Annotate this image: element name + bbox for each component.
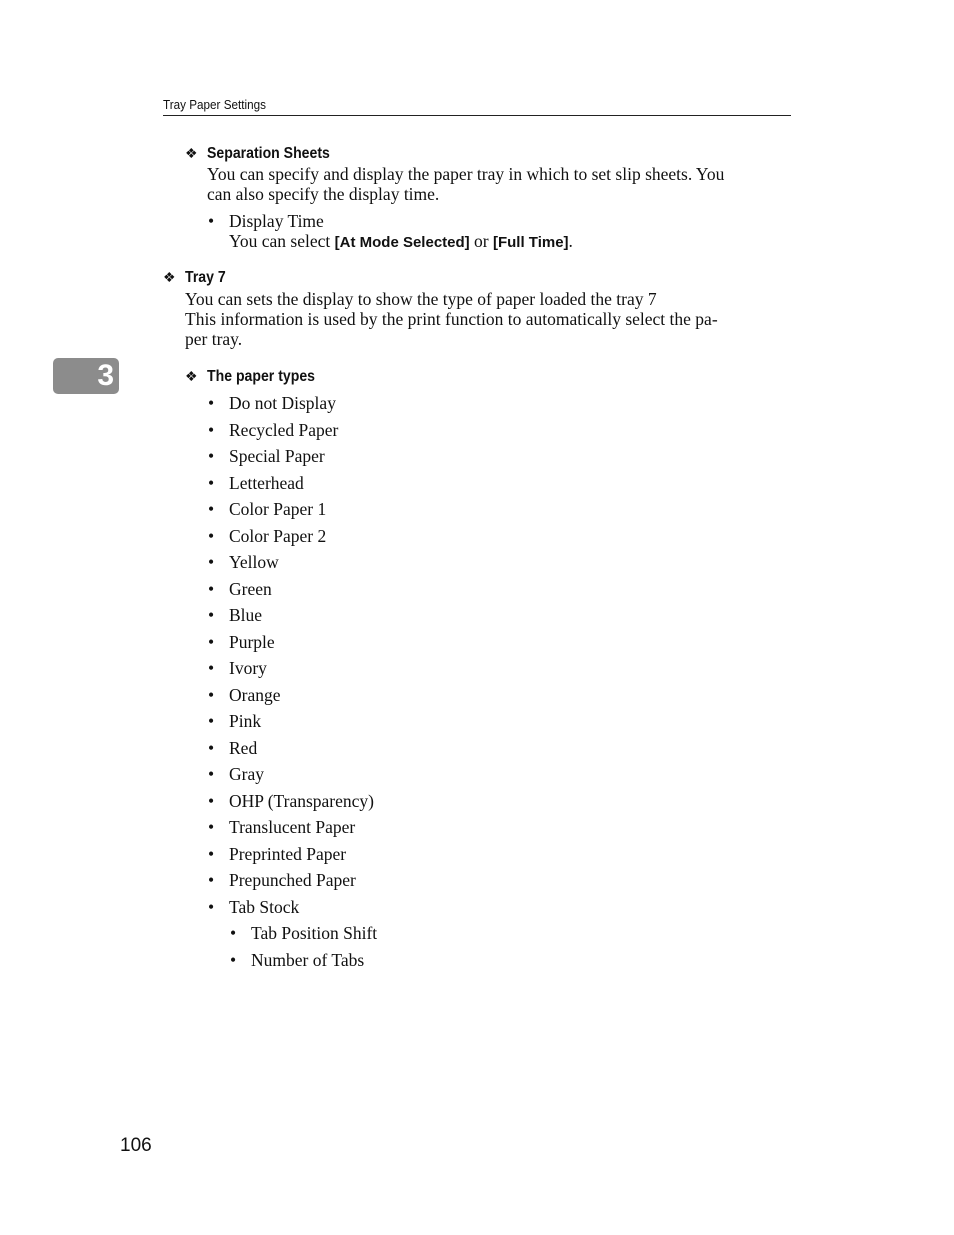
list-item xyxy=(208,658,267,678)
bullet-dot-icon: • xyxy=(208,843,215,864)
tab-stock-option-label: Number of Tabs xyxy=(251,949,365,970)
paper-type-label: OHP (Transparency) xyxy=(229,790,374,811)
separation-sheets-heading xyxy=(185,143,347,164)
bullet-dot-icon: • xyxy=(208,790,215,811)
tray7-text-line-1: You can sets the display to show the type of paper loaded the tray 7 xyxy=(185,289,657,309)
chapter-tab: 3 xyxy=(53,358,119,394)
bullet-dot-icon: • xyxy=(208,684,215,705)
separation-sheets-title: Separation Sheets xyxy=(207,145,330,162)
list-item xyxy=(208,446,325,466)
bullet-dot-icon: • xyxy=(208,499,215,519)
list-item xyxy=(208,419,339,440)
list-item xyxy=(208,817,356,837)
display-time-prefix: You can select xyxy=(229,231,335,251)
list-item xyxy=(208,737,258,758)
page-number: 106 xyxy=(120,1135,152,1156)
running-header-title: Tray Paper Settings xyxy=(163,97,266,112)
bullet-dot-icon: • xyxy=(208,605,215,625)
tab-stock-option-label: Tab Position Shift xyxy=(251,923,378,943)
display-time-period: . xyxy=(568,231,573,251)
paper-type-label: Translucent Paper xyxy=(229,817,356,837)
paper-type-label: Gray xyxy=(229,764,264,784)
paper-type-label: Prepunched Paper xyxy=(229,870,356,890)
list-item xyxy=(208,790,374,811)
tray7-heading xyxy=(163,267,231,288)
list-item xyxy=(208,711,262,731)
paper-type-label: Orange xyxy=(229,684,281,705)
paper-type-label: Do not Display xyxy=(229,393,336,413)
paper-type-label: Blue xyxy=(229,605,263,625)
sub-list-item xyxy=(230,949,365,970)
list-item xyxy=(208,764,264,784)
list-item xyxy=(208,870,356,890)
bullet-dot-icon: • xyxy=(230,923,237,943)
bullet-dot-icon: • xyxy=(208,419,215,440)
list-item xyxy=(208,393,336,413)
bullet-dot-icon: • xyxy=(208,211,215,231)
full-time-key: [Full Time] xyxy=(492,234,569,251)
bullet-dot-icon: • xyxy=(208,552,215,572)
bullet-dot-icon: • xyxy=(208,764,215,784)
paper-type-label: Letterhead xyxy=(229,472,304,493)
paper-type-label: Preprinted Paper xyxy=(229,843,347,864)
paper-type-label: Recycled Paper xyxy=(229,419,339,440)
paper-type-label: Color Paper 1 xyxy=(229,499,327,519)
tray7-text-line-2: This information is used by the print function to automatically select the pa- xyxy=(185,309,718,329)
list-item xyxy=(208,605,263,625)
bullet-dot-icon: • xyxy=(208,737,215,758)
bullet-dot-icon: • xyxy=(208,578,215,599)
paper-types-heading xyxy=(185,366,330,387)
paper-type-label: Ivory xyxy=(229,658,267,678)
diamond-bullet-icon: ❖ xyxy=(185,368,198,384)
bullet-dot-icon: • xyxy=(208,658,215,678)
list-item xyxy=(208,631,275,652)
diamond-bullet-icon: ❖ xyxy=(185,145,198,161)
bullet-dot-icon: • xyxy=(208,870,215,890)
bullet-dot-icon: • xyxy=(208,525,215,546)
tray7-text-line-3: per tray. xyxy=(185,329,243,349)
display-time-description xyxy=(229,231,573,253)
diamond-bullet-icon: ❖ xyxy=(163,269,176,285)
bullet-dot-icon: • xyxy=(208,446,215,466)
paper-type-label: Red xyxy=(229,737,258,758)
paper-type-label: Green xyxy=(229,578,272,599)
separation-text-line-1: You can specify and display the paper tray in which to set slip sheets. You xyxy=(207,164,725,184)
bullet-dot-icon: • xyxy=(208,896,215,917)
separation-text-line-2: can also specify the display time. xyxy=(207,184,440,204)
display-time-or: or xyxy=(469,231,493,251)
paper-type-label: Yellow xyxy=(229,552,279,572)
sub-list-item xyxy=(230,923,378,943)
list-item xyxy=(208,896,300,917)
paper-type-label: Tab Stock xyxy=(229,896,300,917)
bullet-dot-icon: • xyxy=(208,472,215,493)
paper-types-title: The paper types xyxy=(207,368,315,385)
list-item xyxy=(208,499,327,519)
list-item xyxy=(208,472,304,493)
bullet-dot-icon: • xyxy=(208,711,215,731)
bullet-dot-icon: • xyxy=(208,393,215,413)
display-time-label: Display Time xyxy=(229,211,324,231)
list-item xyxy=(208,525,327,546)
paper-type-label: Pink xyxy=(229,711,262,731)
list-item xyxy=(208,843,347,864)
paper-type-label: Special Paper xyxy=(229,446,325,466)
at-mode-selected-key: [At Mode Selected] xyxy=(334,234,470,251)
bullet-dot-icon: • xyxy=(230,949,237,970)
list-item xyxy=(208,578,272,599)
list-item xyxy=(208,552,279,572)
paper-type-label: Purple xyxy=(229,631,275,652)
bullet-dot-icon: • xyxy=(208,817,215,837)
list-item xyxy=(208,684,281,705)
bullet-dot-icon: • xyxy=(208,631,215,652)
list-item xyxy=(208,211,324,231)
paper-type-label: Color Paper 2 xyxy=(229,525,327,546)
running-header xyxy=(163,96,791,116)
tray7-title: Tray 7 xyxy=(185,269,226,286)
